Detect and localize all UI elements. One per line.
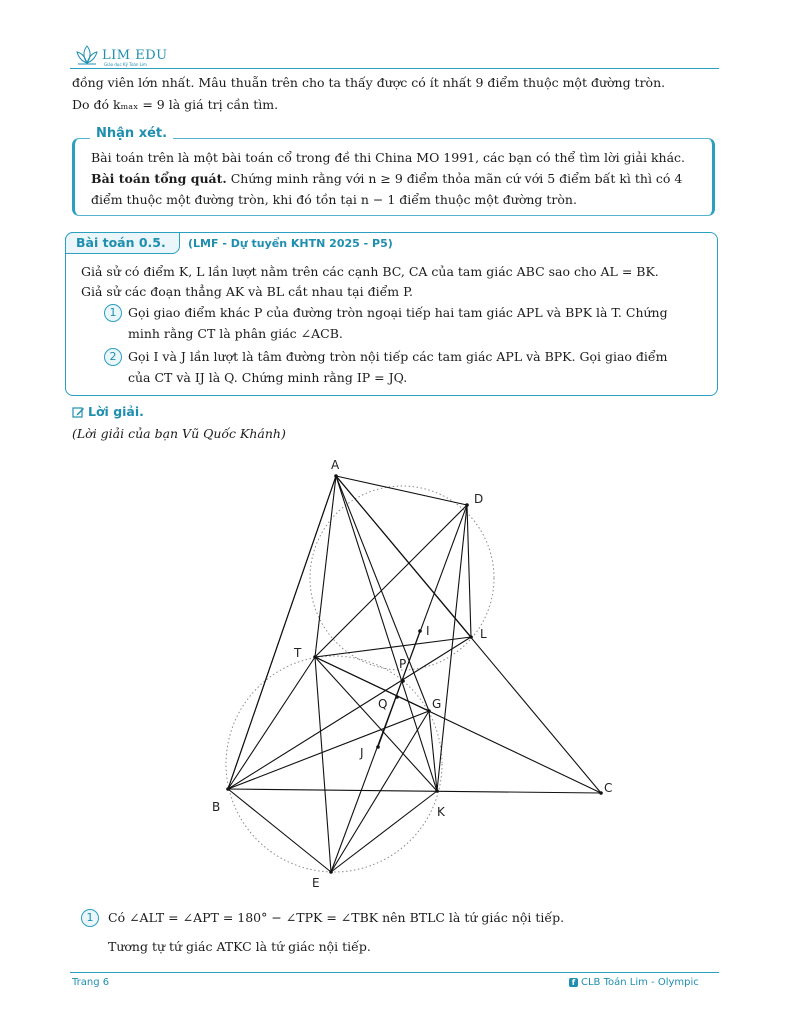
label-k: K [437, 805, 445, 819]
segment-be [228, 789, 331, 872]
item-2-line-2: của CT và IJ là Q. Chứng minh rằng IP = JQ. [128, 370, 408, 385]
item-1-line-1: Gọi giao điểm khác P của đường tròn ngoại tiếp hai tam giác APL và BPK là T. Chứng [128, 305, 668, 320]
segment-tb [228, 657, 315, 789]
logo-text: LIM EDU [102, 48, 168, 63]
intro-line-2: Do đó kₘₐₓ = 9 là giá trị cần tìm. [72, 97, 279, 112]
label-j: J [360, 746, 364, 760]
problem-tag-text: Bài toán 0.5. [76, 235, 166, 250]
label-i: I [426, 624, 430, 638]
point-a [334, 474, 338, 478]
page-number: Trang 6 [72, 977, 110, 988]
point-g [427, 709, 431, 713]
point-p [401, 679, 405, 683]
segment-dl [467, 505, 471, 637]
label-c: C [604, 781, 613, 795]
point-i [418, 629, 422, 633]
proof-line-1: Có ∠ALT = ∠APT = 180° − ∠TPK = ∠TBK nên BTLC là tứ giác nội tiếp. [108, 910, 565, 925]
label-e: E [312, 876, 320, 890]
segment-dt [315, 505, 467, 657]
item-2-line-1: Gọi I và J lần lượt là tâm đường tròn nội tiếp các tam giác APL và BPK. Gọi giao điểm [128, 349, 668, 364]
segment-tg [315, 657, 429, 711]
segment-bc [228, 789, 601, 793]
segment-ek [331, 791, 437, 872]
label-g: G [432, 697, 442, 711]
proof-1-number: 1 [81, 909, 99, 927]
remark-general-title: Bài toán tổng quát. [91, 171, 227, 186]
proof-line-2: Tương tự tứ giác ATKC là tứ giác nội tiếp. [108, 939, 371, 954]
club-name: CLB Toán Lim - Olympic [581, 977, 699, 988]
label-l: L [480, 627, 487, 641]
segment-dk [437, 505, 467, 791]
problem-source: (LMF - Dự tuyển KHTN 2025 - P5) [188, 237, 393, 250]
point-d [465, 503, 469, 507]
facebook-icon: f [569, 978, 578, 987]
label-d: D [474, 492, 484, 506]
item-2-number: 2 [104, 348, 122, 366]
remark-line-1: Bài toán trên là một bài toán cổ trong đề thi China MO 1991, các bạn có thể tìm lời giải khác. [91, 150, 686, 165]
point-q [395, 695, 399, 699]
solution-title: Lời giải. [88, 404, 144, 419]
segment-ad [336, 476, 467, 505]
problem-line-1: Giả sử có điểm K, L lần lượt nằm trên các cạnh BC, CA của tam giác ABC sao cho AL = BK. [81, 264, 659, 279]
remark-line-2-text: Chứng minh rằng với n ≥ 9 điểm thỏa mãn cứ với 5 điểm bất kì thì có 4 [226, 171, 683, 186]
segment-ak [336, 476, 437, 791]
segment-ag [336, 476, 429, 711]
solution-credit: (Lời giải của bạn Vũ Quốc Khánh) [72, 426, 286, 441]
label-p: P [399, 657, 407, 671]
item-1-number: 1 [104, 304, 122, 322]
point-j [376, 745, 380, 749]
point-e [329, 870, 333, 874]
point-b [226, 787, 230, 791]
segment-bg [228, 711, 429, 789]
label-a: A [331, 458, 340, 472]
logo-subtitle: Giáo dục Kỹ Toán Lim [104, 62, 147, 67]
intro-line-1: đồng viên lớn nhất. Mâu thuẫn trên cho ta thấy được có ít nhất 9 điểm thuộc một đường tròn. [72, 75, 666, 90]
point-c [599, 791, 603, 795]
circle-bpk [226, 656, 442, 872]
label-q: Q [378, 697, 388, 711]
remark-line-3: điểm thuộc một đường tròn, khi đó tồn tại n − 1 điểm thuộc một đường tròn. [91, 192, 577, 207]
point-k [435, 789, 439, 793]
segment-at [315, 476, 336, 657]
problem-line-2: Giả sử các đoạn thẳng AK và BL cắt nhau tại điểm P. [81, 284, 413, 299]
label-t: T [294, 646, 302, 660]
footer-rule [70, 972, 719, 973]
remark-title: Nhận xét. [90, 126, 173, 141]
point-t [313, 655, 317, 659]
segment-ab2 [228, 476, 336, 789]
point-l [469, 635, 473, 639]
segment-te [315, 657, 331, 872]
segment-tk [315, 657, 437, 791]
item-1-line-2: minh rằng CT là phân giác ∠ACB. [128, 326, 343, 341]
label-b: B [212, 800, 221, 814]
